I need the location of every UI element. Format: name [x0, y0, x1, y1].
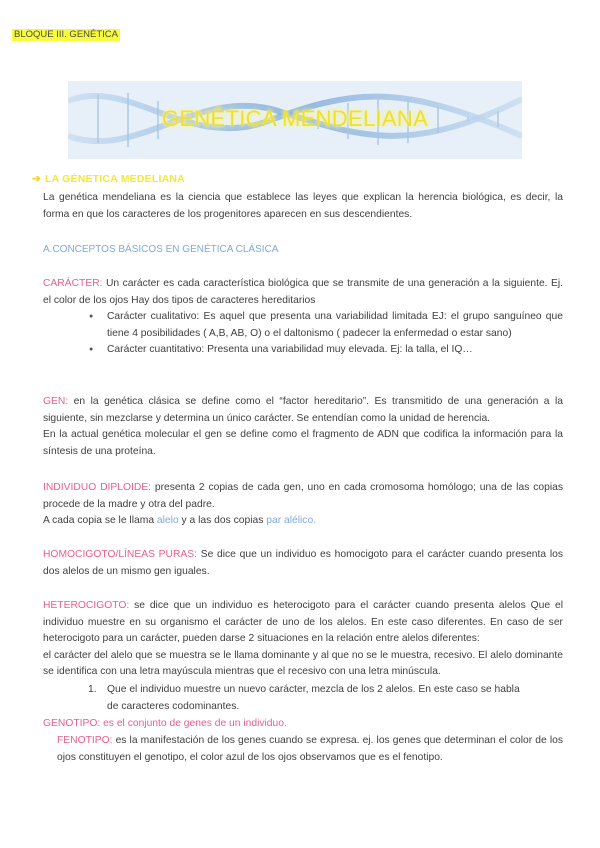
- homocigoto-text: Se dice que un individuo es homocigoto para el carácter cuando presenta los dos alelos de un mismo gen iguales.: [43, 549, 563, 577]
- list-item: ● Carácter cualitativo: Es aquel que presenta una variabilidad limitada EJ: el grupo sanguíneo que tiene 4 posibilidades ( A,B, AB, O) o el daltonismo ( padecer la enfermedad o estar sano): [107, 309, 563, 342]
- banner-title: GENÉTICA MENDELIANA: [161, 106, 429, 131]
- par-alelico-term: par alélico.: [266, 515, 317, 526]
- heterocigoto-text-dominante: el carácter del alelo que se muestra se le llama dominante y al que no se le muestra, recesivo. El alelo dominante se identifica con una letra mayúscula mientras que el recesivo con una letra minúscula.: [43, 649, 563, 677]
- diploide-term: INDIVIDUO DIPLOIDE:: [43, 482, 152, 493]
- caracter-list: [107, 309, 563, 359]
- gen-text: en la genética clásica se define como el “factor hereditario”. Es transmitido de una generación a la siguiente, sin mezclarse y determina un único carácter. Se entendían como la unidad de herencia.: [43, 396, 563, 424]
- section-title: LA GÉNETICA MEDELIANA: [45, 173, 185, 185]
- diploide-copy-text-2: y a las dos copias: [178, 515, 267, 526]
- item-number: 1.: [88, 684, 97, 695]
- caracter-text: Un carácter es cada característica biológica que se transmite de una generación a la siguiente. Ej. el color de los ojos Hay dos tipos de caracteres hereditarios: [43, 278, 563, 306]
- section-heading: [32, 173, 185, 185]
- list-item: ● Carácter cuantitativo: Presenta una variabilidad muy elevada. Ej: la talla, el IQ…: [107, 342, 563, 359]
- fenotipo-term: FENOTIPO:: [57, 735, 113, 746]
- homocigoto-term: HOMOCIGOTO/LÍNEAS PURAS:: [43, 549, 197, 560]
- block-header: BLOQUE III. GENÉTICA: [14, 29, 118, 40]
- heterocigoto-paragraph: [43, 598, 563, 681]
- heterocigoto-numbered-item: [88, 682, 568, 715]
- subsection-title: A.CONCEPTOS BÁSICOS EN GENÉTICA CLÁSICA: [43, 244, 279, 255]
- heterocigoto-text: se dice que un individuo es heterocigoto para el carácter cuando presenta alelos Que el individuo muestre en su organismo el carácter de uno de los alelos. En este caso diferentes. En caso de ser heterocigoto para un carácter, pueden darse 2 situaciones en la relación entre alelos diferentes:: [43, 600, 563, 644]
- title-banner: [68, 81, 522, 159]
- intro-paragraph: La genética mendeliana es la ciencia que establece las leyes que explican la herencia biológica, es decir, la forma en que los caracteres de los progenitores aparecen en sus descendientes.: [43, 192, 563, 220]
- fenotipo-paragraph: [57, 733, 563, 766]
- item-line-2: de caracteres codominantes.: [107, 700, 240, 712]
- diploide-text: presenta 2 copias de cada gen, uno en cada cromosoma homólogo; una de las copias procede de la madre y otra del padre.: [43, 482, 563, 510]
- gen-text-molecular: En la actual genética molecular el gen se define como el fragmento de ADN que codifica la información para la síntesis de una proteína.: [43, 429, 563, 457]
- gen-paragraph: [43, 394, 563, 460]
- diploide-paragraph: [43, 480, 563, 530]
- genotipo-term: GENOTIPO:: [43, 718, 101, 729]
- diploide-copy-text: A cada copia se le llama: [43, 515, 157, 526]
- caracter-paragraph: [43, 276, 563, 309]
- fenotipo-text: es la manifestación de los genes cuando se expresa. ej. los genes que determinan el color de los ojos constituyen el genotipo, el color azul de los ojos observamos que es el fenotipo.: [57, 735, 563, 763]
- genotipo-paragraph: [43, 716, 563, 733]
- heterocigoto-term: HETEROCIGOTO:: [43, 600, 130, 611]
- alelo-term: alelo: [156, 515, 179, 526]
- genotipo-text: es el conjunto de genes de un individuo.: [100, 718, 287, 729]
- item-line-1: Que el individuo muestre un nuevo carácter, mezcla de los 2 alelos. En este caso se habla: [107, 684, 520, 695]
- gen-term: GEN:: [43, 396, 69, 407]
- arrow-icon: ➔: [32, 173, 41, 185]
- caracter-term: CARÁCTER:: [43, 278, 103, 289]
- homocigoto-paragraph: [43, 547, 563, 580]
